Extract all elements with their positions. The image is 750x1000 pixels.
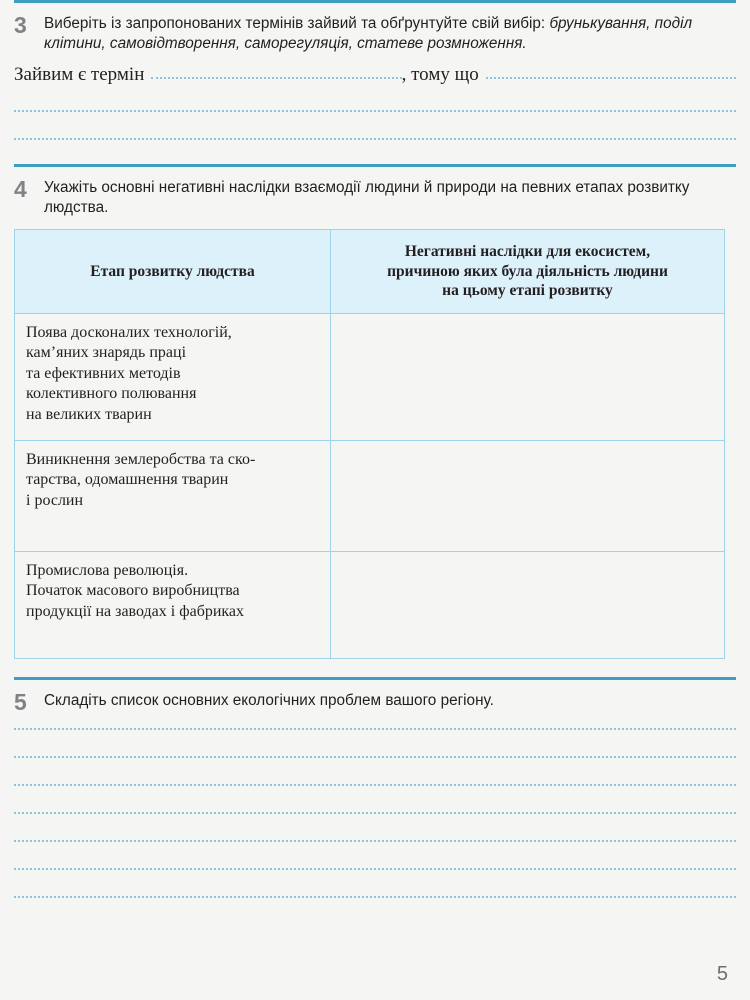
task-5-answer-line-1[interactable] bbox=[14, 728, 736, 730]
stages-consequences-table bbox=[14, 229, 725, 659]
stage-1-line-5: на великих тварин bbox=[26, 405, 152, 423]
task-3-prompt-italic: брунькування, поділ клітини, самовідтворення, саморегуляція, статеве розмноження. bbox=[44, 15, 693, 53]
table-cell-answer-1[interactable] bbox=[331, 313, 725, 440]
task-3-answer-blank-2[interactable] bbox=[486, 77, 736, 79]
table-header-stage: Етап розвитку людства bbox=[15, 230, 331, 314]
task-3-prompt-plain: Виберіть із запропонованих термінів зайвий та обґрунтуйте свій вибір: bbox=[44, 15, 550, 32]
table-cell-stage-3 bbox=[15, 551, 331, 658]
table-cell-answer-2[interactable] bbox=[331, 440, 725, 551]
task-5-prompt: Складіть список основних екологічних проблем вашого регіону. bbox=[44, 691, 494, 709]
table-cell-stage-1 bbox=[15, 313, 331, 440]
task-3-answer-blank-1[interactable] bbox=[151, 77, 401, 79]
table-row bbox=[15, 440, 725, 551]
table-cell-answer-3[interactable] bbox=[331, 551, 725, 658]
task-5-answer-line-3[interactable] bbox=[14, 784, 736, 786]
table-row bbox=[15, 313, 725, 440]
page-number: 5 bbox=[716, 963, 728, 985]
task-4-prompt: Укажіть основні негативні наслідки взаємодії людини й природи на певних етапах розвитку людства. bbox=[44, 178, 690, 217]
table-header-consequences bbox=[331, 230, 725, 314]
table-cell-stage-2 bbox=[15, 440, 331, 551]
stage-2-line-2: тарства, одомашнення тварин bbox=[26, 471, 229, 489]
task-4-number: 4 bbox=[14, 175, 27, 202]
task-5-answer-line-4[interactable] bbox=[14, 812, 736, 814]
stage-3-line-1: Промислова революція. bbox=[26, 561, 189, 579]
task-3-prompt bbox=[44, 12, 736, 55]
task-3-answer-line-2[interactable] bbox=[14, 110, 736, 112]
stage-3-line-2: Початок масового виробництва bbox=[26, 582, 240, 600]
task-5-answer-lines bbox=[0, 728, 750, 898]
stage-1-line-1: Поява досконалих технологій, bbox=[26, 323, 232, 341]
task-3-answer-row bbox=[0, 65, 750, 84]
stage-1-line-3: та ефективних методів bbox=[26, 364, 181, 382]
table-header-consequences-line-1: Негативні наслідки для екосистем, bbox=[404, 243, 651, 261]
task-5-answer-line-6[interactable] bbox=[14, 868, 736, 870]
task-5-answer-line-5[interactable] bbox=[14, 840, 736, 842]
stage-1-line-2: кам’яних знарядь праці bbox=[26, 344, 187, 362]
stage-2-line-1: Виникнення землеробства та ско- bbox=[26, 450, 256, 468]
task-3-number: 3 bbox=[14, 12, 27, 38]
stage-1-line-4: колективного полювання bbox=[26, 385, 197, 403]
task-3-answer-mid-label: , тому що bbox=[401, 63, 479, 85]
task-5-answer-line-7[interactable] bbox=[14, 896, 736, 898]
table-header-consequences-line-2: причиною яких була діяльність людини bbox=[387, 262, 668, 280]
task-4-block bbox=[0, 167, 750, 219]
stage-2-line-3: і рослин bbox=[26, 491, 84, 509]
task-5-answer-line-2[interactable] bbox=[14, 756, 736, 758]
task-3-block bbox=[0, 3, 750, 55]
table-row bbox=[15, 551, 725, 658]
table-header-row bbox=[15, 230, 725, 314]
table-header-consequences-line-3: на цьому етапі розвитку bbox=[442, 282, 613, 300]
stage-3-line-3: продукції на заводах і фабриках bbox=[26, 602, 245, 620]
task-5-number: 5 bbox=[14, 688, 27, 715]
task-3-answer-lead-label: Зайвим є термін bbox=[14, 63, 145, 85]
task-5-block bbox=[0, 680, 750, 714]
